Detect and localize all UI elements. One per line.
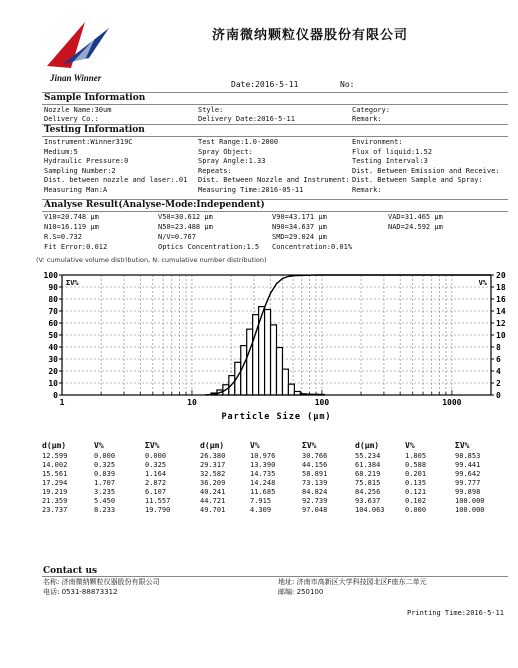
y-left-axis-label: ΣV% [66,279,79,287]
y-right-tick-label: 4 [496,367,501,376]
table-cell: 19.790 [145,506,171,514]
analyse-field: Optics Concentration:1.5 [158,243,260,251]
table-cell: 15.561 [42,470,68,478]
histogram-bar [276,348,282,395]
table-cell: 32.582 [200,470,226,478]
testing-field: Test Range:1.0-2000 [198,138,279,146]
testing-field: Environment: [352,138,403,146]
table-header: V% [250,441,260,450]
table-cell: 6.107 [145,488,167,496]
table-cell: 10.976 [250,452,276,460]
table-cell: 0.325 [145,461,167,469]
table-cell: 55.234 [355,452,381,460]
table-cell: 11.557 [145,497,171,505]
analyse-field: V50=30.612 μm [158,213,213,221]
table-cell: 12.599 [42,452,68,460]
table-cell: 84.256 [355,488,381,496]
table-header: V% [405,441,415,450]
particle-size-chart [0,264,518,428]
histogram-bar [265,310,271,395]
y-left-tick-label: 30 [48,355,58,364]
testing-field: Flux of liquid:1.52 [352,147,433,156]
analyse-field: R.S=0.732 [44,233,82,241]
contact-title: Contact us [43,566,98,576]
table-cell: 21.359 [42,497,68,505]
table-header: d(μm) [42,441,67,450]
y-left-tick-label: 50 [48,331,58,340]
table-cell: 0.325 [94,461,116,469]
y-right-axis-label: V% [478,279,487,287]
y-right-tick-label: 0 [496,391,501,400]
table-cell: 8.233 [94,506,116,514]
table-cell: 36.209 [200,479,226,487]
testing-field: Spray Angle:1.33 [198,157,266,165]
y-left-tick-label: 90 [48,283,58,292]
table-cell: 44.721 [200,497,226,505]
report-number: No: [340,80,355,89]
analyse-field: SMD=29.024 μm [272,233,327,241]
y-left-tick-label: 20 [48,367,58,376]
nozzle-name: Nozzle Name:30um [44,106,112,114]
report-date: Date:2016-5-11 [231,80,299,89]
y-left-tick-label: 0 [53,391,58,400]
y-right-tick-label: 10 [496,331,506,340]
x-tick-label: 10 [187,398,197,407]
table-cell: 49.701 [200,506,226,514]
y-right-tick-label: 6 [496,355,501,364]
analyse-field: Fit Error:0.012 [44,243,108,251]
table-cell: 0.000 [94,452,116,460]
table-cell: 44.156 [302,461,328,469]
y-left-tick-label: 60 [48,319,58,328]
table-cell: 97.048 [302,506,328,514]
table-cell: 1.164 [145,470,167,478]
sample-section-title: Sample Information [44,93,146,103]
histogram-bar [247,329,253,395]
analyse-field: N90=34.637 μm [272,223,327,231]
table-cell: 14.248 [250,479,276,487]
y-left-tick-label: 100 [43,271,58,280]
testing-field: Medium:5 [44,147,78,156]
y-right-tick-label: 16 [496,295,506,304]
distribution-note: (V: cumulative volume distribution, N: cumulative number distribution) [36,256,267,264]
analyse-field: Concentration:0.01% [272,243,353,251]
company-name: 济南微纳颗粒仪器股份有限公司 [212,28,409,43]
table-cell: 30.766 [302,452,328,460]
table-cell: 98.853 [455,452,481,460]
table-header: d(μm) [355,441,380,450]
testing-section-title: Testing Information [44,125,145,135]
table-cell: 1.707 [94,479,116,487]
table-cell: 0.201 [405,470,427,478]
table-cell: 40.241 [200,488,226,496]
y-right-tick-label: 2 [496,379,501,388]
style-field: Style: [198,106,224,114]
sample-remark: Remark: [352,115,382,123]
y-left-tick-label: 80 [48,295,58,304]
x-axis-label: Particle Size (μm) [221,412,332,422]
histogram-bar [271,325,277,395]
table-header: ΣV% [302,441,317,450]
table-cell: 92.739 [302,497,328,505]
analyse-field: N50=23.488 μm [158,223,213,231]
table-cell: 7.915 [250,497,272,505]
table-header: ΣV% [145,441,160,450]
analyse-section-title: Analyse Result(Analyse-Mode:Independent) [44,200,265,210]
category-field: Category: [352,106,390,114]
analyse-field: V90=43.171 μm [272,213,327,221]
table-cell: 0.839 [94,470,116,478]
analyse-field: N/V=0.767 [158,233,196,241]
table-cell: 100.000 [455,506,485,514]
analyse-field: V10=20.748 μm [44,213,99,221]
table-header: ΣV% [455,441,470,450]
x-tick-label: 1 [59,398,65,407]
table-cell: 13.390 [250,461,276,469]
testing-field: Measuring Man:A [44,185,108,194]
y-right-tick-label: 12 [496,319,506,328]
table-cell: 99.777 [455,479,481,487]
printing-time: Printing Time:2016-5-11 [407,609,504,617]
y-left-tick-label: 10 [48,379,58,388]
table-cell: 0.588 [405,461,427,469]
table-header: V% [94,441,104,450]
analyse-field: N10=16.119 μm [44,223,99,231]
testing-field: Hydraulic Pressure:0 [44,157,129,165]
testing-field: Dist. Between Emission and Receive: [352,166,500,175]
delivery-date: Delivery Date:2016-5-11 [198,115,295,123]
contact-phone: 电话: 0531-88873312 [43,588,118,596]
x-tick-label: 100 [314,398,330,407]
testing-field: Remark: [352,185,382,194]
table-cell: 29.317 [200,461,226,469]
testing-field: Dist. Between Nozzle and Instrument: [198,176,350,184]
table-cell: 23.737 [42,506,68,514]
table-cell: 61.384 [355,461,381,469]
y-right-tick-label: 8 [496,343,501,352]
table-cell: 17.294 [42,479,68,487]
histogram-bar [282,369,288,395]
testing-field: Instrument:Winner319C [44,138,133,146]
divider [42,211,508,212]
contact-postcode: 邮编: 250100 [278,588,324,596]
contact-name: 名称: 济南微纳颗粒仪器股份有限公司 [43,578,160,586]
table-cell: 93.637 [355,497,381,505]
divider [42,104,508,105]
histogram-bar [288,384,294,395]
table-cell: 0.000 [405,506,427,514]
table-cell: 58.891 [302,470,328,478]
brand-name: Jinan Winner [50,73,102,83]
table-cell: 0.135 [405,479,427,487]
table-cell: 99.898 [455,488,481,496]
table-cell: 73.139 [302,479,328,487]
table-cell: 0.102 [405,497,427,505]
table-cell: 75.815 [355,479,381,487]
analyse-field: NAD=24.592 μm [388,223,443,231]
table-cell: 3.235 [94,488,116,496]
table-cell: 2.872 [145,479,167,487]
y-right-tick-label: 18 [496,283,506,292]
table-cell: 4.309 [250,506,272,514]
company-logo [45,18,125,70]
table-cell: 100.000 [455,497,485,505]
table-cell: 68.219 [355,470,381,478]
table-cell: 84.824 [302,488,328,496]
table-cell: 14.735 [250,470,276,478]
table-cell: 99.642 [455,470,481,478]
x-tick-label: 1000 [442,398,462,407]
testing-field: Dist. between nozzle and laser:.01 [44,176,188,184]
y-left-tick-label: 40 [48,343,58,352]
contact-address: 地址: 济南市高新区大学科技园北区F座东二单元 [278,578,427,586]
table-cell: 14.002 [42,461,68,469]
divider [42,576,508,577]
table-cell: 1.805 [405,452,427,460]
table-cell: 104.063 [355,506,385,514]
y-right-tick-label: 14 [496,307,506,316]
y-right-tick-label: 20 [496,271,506,280]
testing-field: Sampling Number:2 [44,166,116,175]
table-cell: 99.441 [455,461,481,469]
table-cell: 0.000 [145,452,167,460]
y-left-tick-label: 70 [48,307,58,316]
table-cell: 5.450 [94,497,116,505]
testing-field: Repeats: [198,166,232,175]
table-cell: 0.121 [405,488,427,496]
testing-field: Testing Interval:3 [352,157,428,165]
table-cell: 26.380 [200,452,226,460]
table-cell: 11.685 [250,488,276,496]
logo-mark-icon [45,18,125,70]
delivery-co: Delivery Co.: [44,115,99,123]
analyse-field: VAD=31.465 μm [388,213,443,221]
table-cell: 19.219 [42,488,68,496]
testing-field: Measuring Time:2016-05-11 [198,185,304,194]
testing-field: Spray Object: [198,147,253,156]
testing-field: Dist. Between Sample and Spray: [352,176,483,184]
table-header: d(μm) [200,441,225,450]
divider [42,136,508,137]
